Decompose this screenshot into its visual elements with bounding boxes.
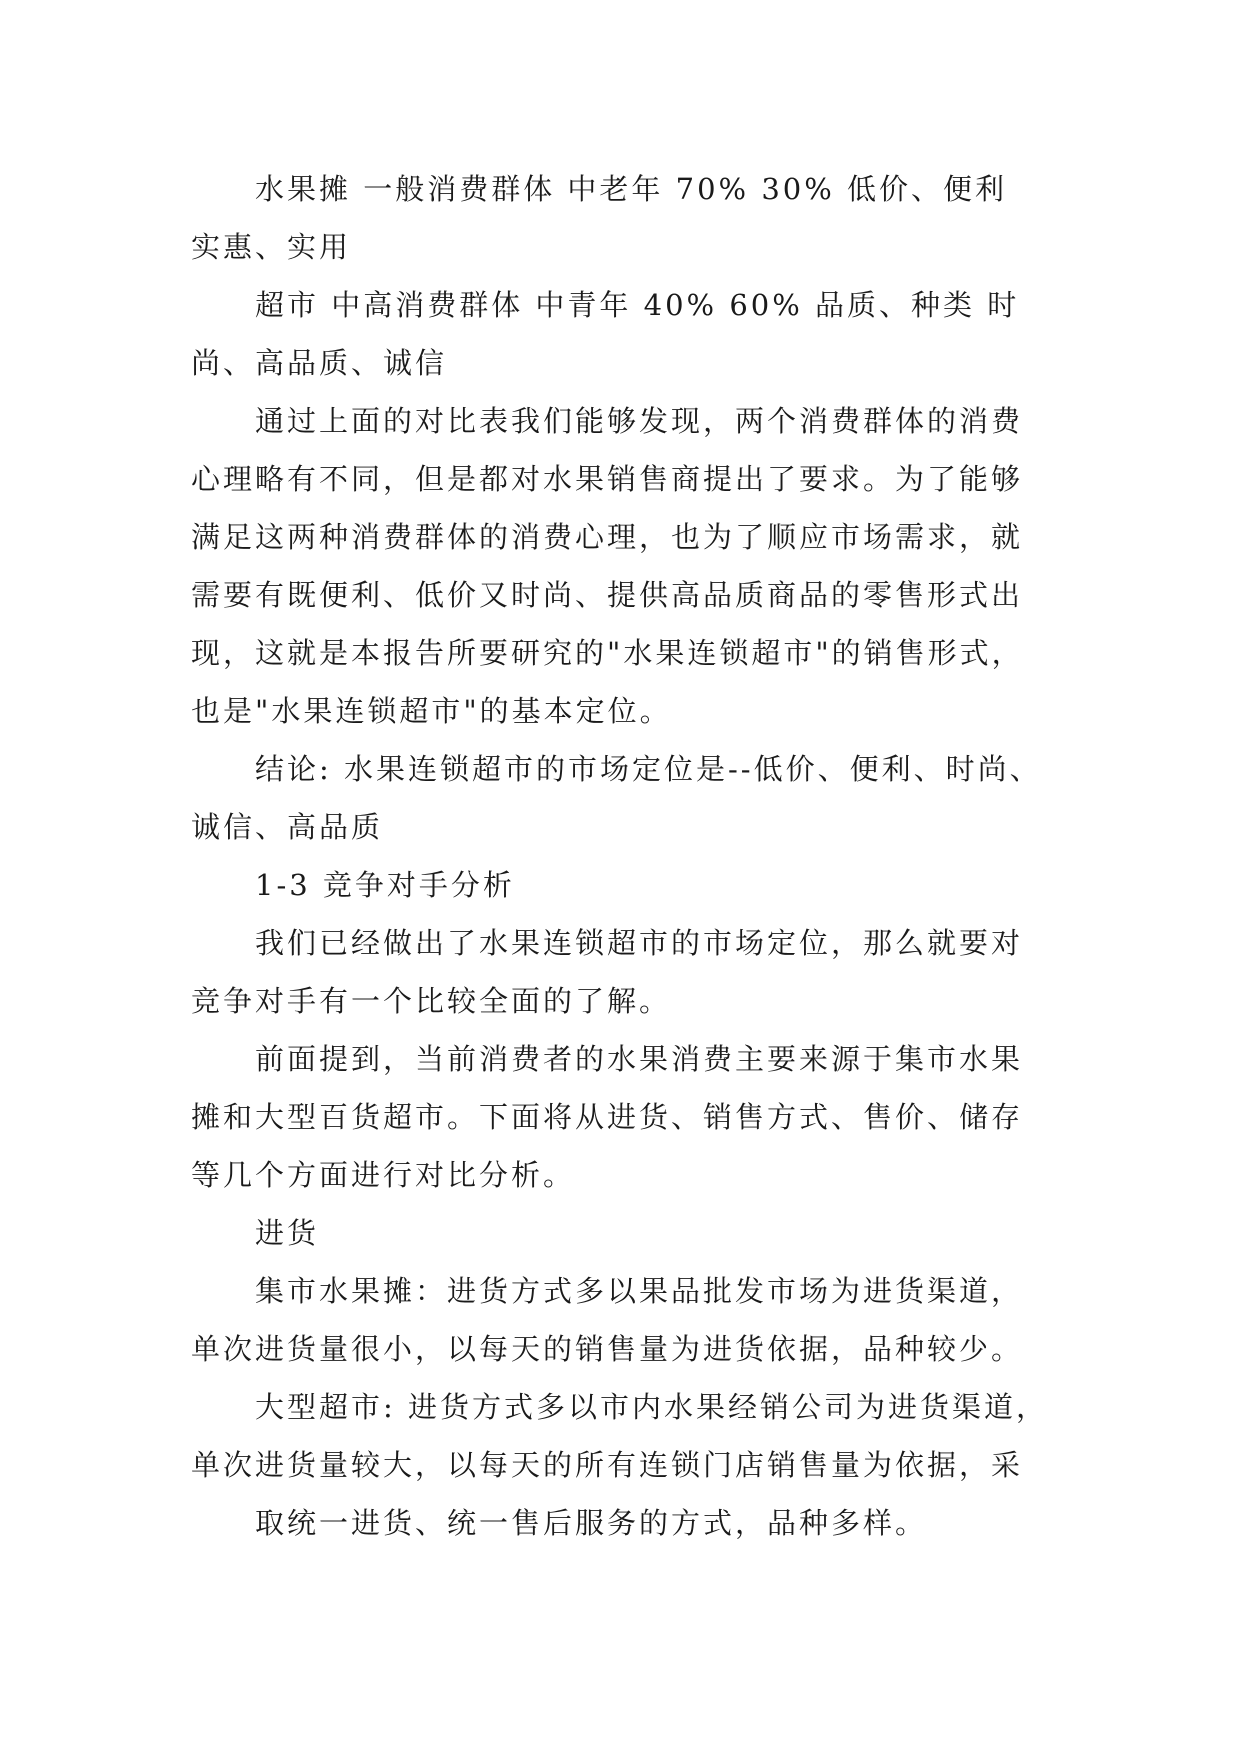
- paragraph-large-supermarket-purchasing: 大型超市: 进货方式多以市内水果经销公司为进货渠道，单次进货量较大，以每天的所有连锁门店销售量为依据，采: [191, 1390, 1048, 1482]
- paragraph-comparison-analysis: 通过上面的对比表我们能够发现，两个消费群体的消费心理略有不同，但是都对水果销售商提出了要求。为了能够满足这两种消费群体的消费心理，也为了顺应市场需求，就需要有既便利、低价又时尚、提供高品质商品的零售形式出现，这就是本报告所要研究的"水果连锁超市"的销售形式，也是"水果连锁超市"的基本定位。: [191, 404, 1024, 728]
- paragraph-supermarket-row: 超市 中高消费群体 中青年 40% 60% 品质、种类 时尚、高品质、诚信: [191, 288, 1020, 380]
- paragraph-conclusion: 结论: 水果连锁超市的市场定位是--低价、便利、时尚、诚信、高品质: [191, 752, 1042, 844]
- document-body: [191, 160, 1051, 1552]
- paragraph-market-stall-purchasing: 集市水果摊：进货方式多以果品批发市场为进货渠道，单次进货量很小，以每天的销售量为进货依据，品种较少。: [191, 1274, 1024, 1366]
- subheading-purchasing: 进货: [255, 1216, 320, 1250]
- paragraph-consumer-sources: 前面提到，当前消费者的水果消费主要来源于集市水果摊和大型百货超市。下面将从进货、销售方式、售价、储存等几个方面进行对比分析。: [191, 1042, 1024, 1192]
- paragraph-fruit-stall-row: 水果摊 一般消费群体 中老年 70% 30% 低价、便利 实惠、实用: [191, 172, 1008, 264]
- paragraph-unified-purchasing: 取统一进货、统一售后服务的方式，品种多样。: [255, 1506, 928, 1540]
- section-heading-competitor-analysis: 1-3 竞争对手分析: [255, 868, 515, 902]
- paragraph-competitor-intro: 我们已经做出了水果连锁超市的市场定位，那么就要对竞争对手有一个比较全面的了解。: [191, 926, 1024, 1018]
